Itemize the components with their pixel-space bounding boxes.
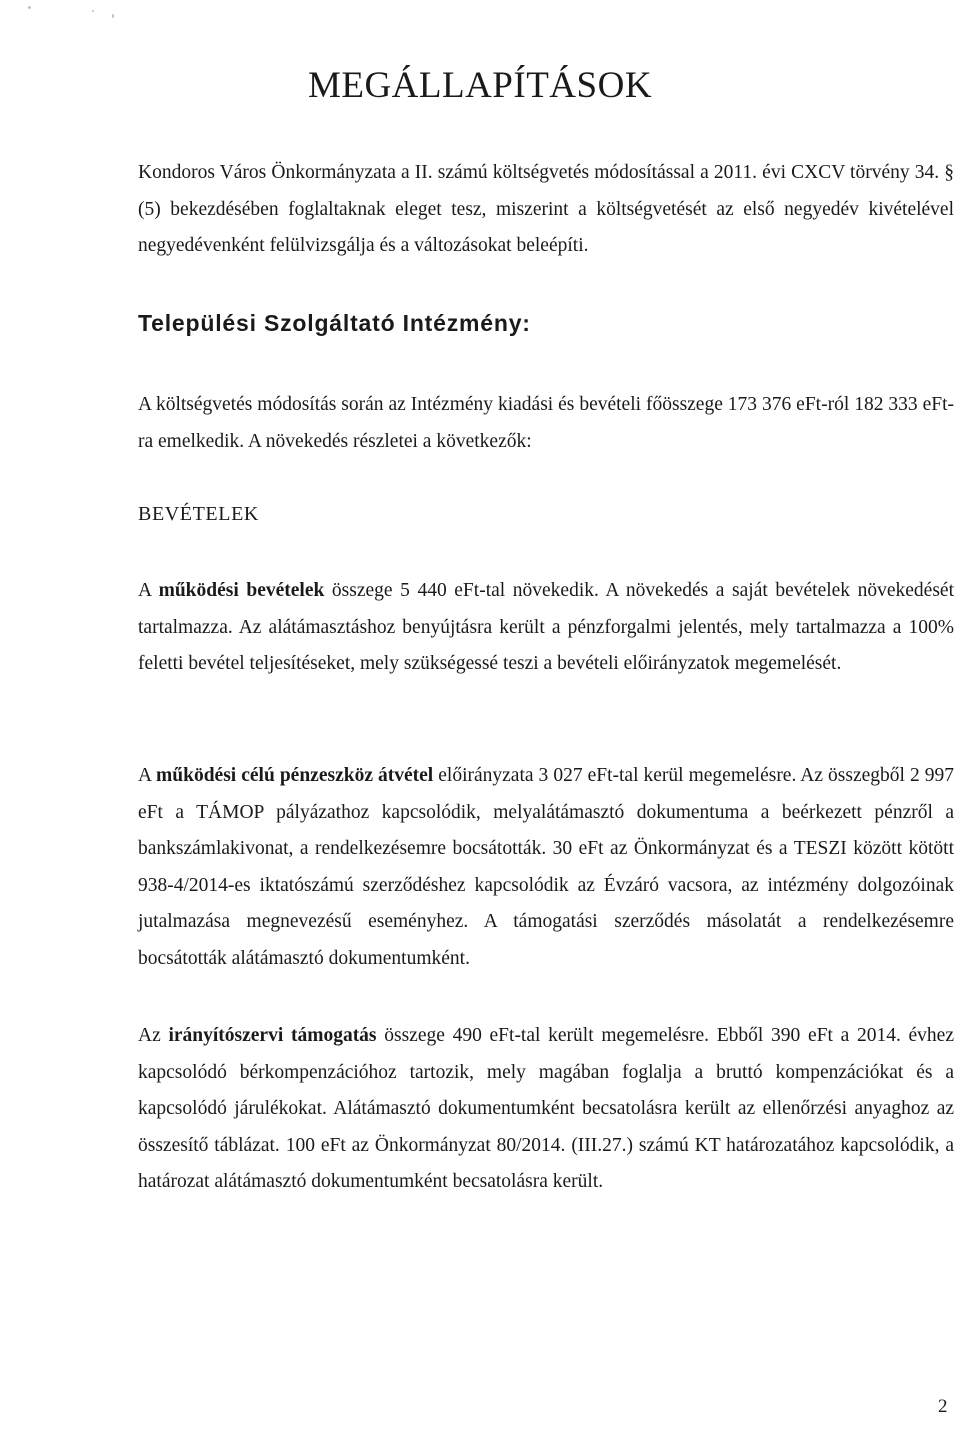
text-run: összege 5 440 eFt-tal növekedik. A növekedés a saját bevételek növekedését tartalmazza. Az alátámasztáshoz benyújtásra került a pénzforgalmi jelentés, mely tartalmazza a 100% feletti bevétel teljesítéseket, mely szükségessé teszi a bevételi előirányzatok megemelését.: [138, 580, 955, 674]
intro-paragraph: Kondoros Város Önkormányzata a II. számú költségvetés módosítással a 2011. évi CXCV törvény 34. § (5) bekezdésében foglaltaknak eleget tesz, miszerint a költségvetését az első negyedév kivételével negyedévenként felülvizsgálja és a változásokat beleépíti.: [138, 162, 954, 256]
text-run: Az: [138, 1025, 169, 1046]
text-run: A: [138, 765, 157, 786]
text-run: A: [138, 580, 159, 601]
page-title: MEGÁLLAPÍTÁSOK: [307, 65, 653, 106]
bold-term: működési célú pénzeszköz átvétel: [156, 765, 434, 786]
section-title: Települési Szolgáltató Intézmény:: [138, 310, 531, 336]
bold-term: működési bevételek: [158, 580, 325, 601]
revenues-heading: BEVÉTELEK: [138, 503, 259, 525]
scan-speck: [92, 10, 94, 12]
section-intro-paragraph: A költségvetés módosítás során az Intézmény kiadási és bevételi főösszege 173 376 eFt-ról 182 333 eFt-ra emelkedik. A növekedés részletei a következők:: [138, 394, 954, 452]
bold-term: irányítószervi támogatás: [168, 1025, 377, 1046]
transfer-paragraph: [138, 758, 954, 977]
text-run: összege 490 eFt-tal került megemelésre. Ebből 390 eFt a 2014. évhez kapcsolódó bérkompenzációhoz tartozik, mely magában foglalja a bruttó kompenzációkat és a kapcsolódó járulékokat. Alátámasztó dokumentumként becsatolásra került az ellenőrzési anyaghoz az összesítő táblázat. 100 eFt az Önkormányzat 80/2014. (III.27.) számú KT határozatához kapcsolódik, a határozat alátámasztó dokumentumként becsatolásra került.: [138, 1025, 954, 1192]
page-number: 2: [938, 1396, 948, 1417]
text-run: előirányzata 3 027 eFt-tal kerül megemelésre. Az összegből 2 997 eFt a TÁMOP pályázathoz kapcsolódik, melyalátámasztó dokumentuma a beérkezett pénzről a bankszámlakivonat, a rendelkezésemre bocsátották. 30 eFt az Önkormányzat és a TESZI között kötött 938-4/2014-es iktatószámú szerződéshez kapcsolódik az Évzáró vacsora, az intézmény dolgozóinak jutalmazása megnevezésű eseményhez. A támogatási szerződés másolatát a rendelkezésemre bocsátották alátámasztó dokumentumként.: [138, 765, 954, 969]
operating-revenue-paragraph: [138, 573, 954, 683]
scan-speck: [28, 6, 31, 9]
scan-speck: [112, 14, 114, 18]
governing-support-paragraph: [138, 1018, 954, 1201]
